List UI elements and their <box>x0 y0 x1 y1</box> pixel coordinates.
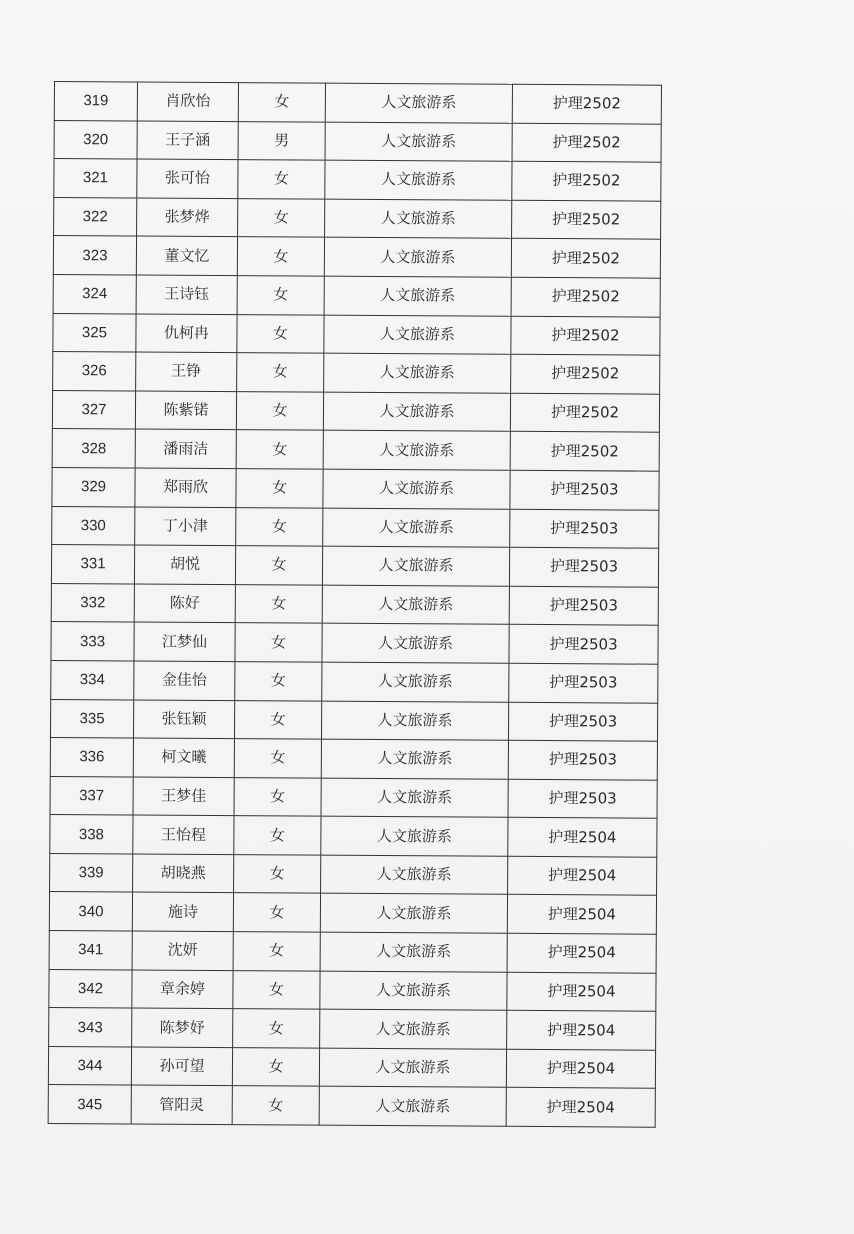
row-number-cell: 334 <box>51 660 134 699</box>
table-row <box>51 622 658 664</box>
department-cell: 人文旅游系 <box>325 160 512 200</box>
table-row <box>52 429 659 471</box>
student-name-cell: 张可怡 <box>137 159 238 198</box>
gender-cell: 女 <box>233 970 320 1009</box>
department-cell: 人文旅游系 <box>320 971 507 1011</box>
row-number-cell: 344 <box>48 1046 131 1085</box>
department-cell: 人文旅游系 <box>323 430 510 470</box>
gender-cell: 女 <box>238 83 325 122</box>
gender-cell: 女 <box>235 623 322 662</box>
class-cell: 护理2504 <box>506 1049 655 1089</box>
class-cell: 护理2502 <box>512 84 661 124</box>
row-number-cell: 320 <box>54 120 137 159</box>
table-row <box>54 120 661 162</box>
gender-cell: 女 <box>236 430 323 469</box>
student-roster-table <box>48 81 662 1128</box>
table-row <box>50 738 657 780</box>
student-name-cell: 章余婷 <box>132 970 233 1009</box>
department-cell: 人文旅游系 <box>325 199 512 239</box>
department-cell: 人文旅游系 <box>324 315 511 355</box>
row-number-cell: 319 <box>54 82 137 121</box>
row-number-cell: 323 <box>53 236 136 275</box>
row-number-cell: 340 <box>49 892 132 931</box>
table-row <box>54 82 661 124</box>
student-name-cell: 王诗钰 <box>136 275 237 314</box>
row-number-cell: 345 <box>48 1085 131 1124</box>
class-cell: 护理2503 <box>508 740 657 780</box>
department-cell: 人文旅游系 <box>323 469 510 509</box>
department-cell: 人文旅游系 <box>324 238 511 278</box>
table-row <box>54 197 661 239</box>
gender-cell: 女 <box>238 198 325 237</box>
row-number-cell: 324 <box>53 274 136 313</box>
department-cell: 人文旅游系 <box>325 83 512 123</box>
class-cell: 护理2503 <box>508 779 657 819</box>
student-name-cell: 董文忆 <box>136 236 237 275</box>
student-name-cell: 陈紫锘 <box>135 391 236 430</box>
gender-cell: 女 <box>236 469 323 508</box>
row-number-cell: 341 <box>49 931 132 970</box>
row-number-cell: 338 <box>50 815 133 854</box>
class-cell: 护理2503 <box>508 702 657 742</box>
gender-cell: 女 <box>235 662 322 701</box>
table-row <box>50 776 657 818</box>
department-cell: 人文旅游系 <box>321 701 508 741</box>
table-row <box>52 390 659 432</box>
department-cell: 人文旅游系 <box>321 778 508 818</box>
gender-cell: 女 <box>234 700 321 739</box>
row-number-cell: 332 <box>51 583 134 622</box>
class-cell: 护理2504 <box>507 972 656 1012</box>
row-number-cell: 328 <box>52 429 135 468</box>
gender-cell: 男 <box>238 121 325 160</box>
student-name-cell: 沈妍 <box>132 931 233 970</box>
gender-cell: 女 <box>234 777 321 816</box>
department-cell: 人文旅游系 <box>323 508 510 548</box>
department-cell: 人文旅游系 <box>325 122 512 162</box>
gender-cell: 女 <box>238 160 325 199</box>
gender-cell: 女 <box>237 314 324 353</box>
class-cell: 护理2502 <box>511 239 660 279</box>
gender-cell: 女 <box>237 276 324 315</box>
row-number-cell: 325 <box>53 313 136 352</box>
row-number-cell: 343 <box>49 1008 132 1047</box>
row-number-cell: 331 <box>51 545 134 584</box>
department-cell: 人文旅游系 <box>322 546 509 586</box>
department-cell: 人文旅游系 <box>320 932 507 972</box>
table-row <box>49 892 656 934</box>
class-cell: 护理2502 <box>510 432 659 472</box>
class-cell: 护理2502 <box>512 161 661 201</box>
table-row <box>53 313 660 355</box>
gender-cell: 女 <box>236 507 323 546</box>
gender-cell: 女 <box>232 1086 319 1125</box>
student-name-cell: 管阳灵 <box>131 1085 232 1124</box>
gender-cell: 女 <box>234 816 321 855</box>
department-cell: 人文旅游系 <box>322 585 509 625</box>
student-name-cell: 王梦佳 <box>133 777 234 816</box>
department-cell: 人文旅游系 <box>321 739 508 779</box>
gender-cell: 女 <box>233 1009 320 1048</box>
row-number-cell: 326 <box>53 352 136 391</box>
gender-cell: 女 <box>233 893 320 932</box>
row-number-cell: 335 <box>50 699 133 738</box>
department-cell: 人文旅游系 <box>322 662 509 702</box>
department-cell: 人文旅游系 <box>320 894 507 934</box>
class-cell: 护理2503 <box>509 625 658 665</box>
class-cell: 护理2503 <box>509 586 658 626</box>
gender-cell: 女 <box>233 932 320 971</box>
student-name-cell: 胡悦 <box>134 545 235 584</box>
class-cell: 护理2504 <box>507 895 656 935</box>
table-row <box>52 506 659 548</box>
department-cell: 人文旅游系 <box>323 392 510 432</box>
class-cell: 护理2504 <box>508 818 657 858</box>
student-name-cell: 金佳怡 <box>134 661 235 700</box>
roster-table-body <box>48 82 661 1128</box>
row-number-cell: 322 <box>54 197 137 236</box>
red-stamp-fragment <box>838 512 852 692</box>
gender-cell: 女 <box>234 739 321 778</box>
table-row <box>53 352 660 394</box>
table-row <box>50 853 657 895</box>
table-row <box>54 159 661 201</box>
student-name-cell: 王铮 <box>136 352 237 391</box>
department-cell: 人文旅游系 <box>321 816 508 856</box>
student-name-cell: 施诗 <box>132 892 233 931</box>
table-row <box>53 274 660 316</box>
student-name-cell: 张钰颖 <box>133 699 234 738</box>
class-cell: 护理2503 <box>510 470 659 510</box>
row-number-cell: 339 <box>50 853 133 892</box>
department-cell: 人文旅游系 <box>324 353 511 393</box>
class-cell: 护理2504 <box>508 856 657 896</box>
department-cell: 人文旅游系 <box>322 623 509 663</box>
class-cell: 护理2502 <box>512 200 661 240</box>
student-name-cell: 柯文曦 <box>133 738 234 777</box>
department-cell: 人文旅游系 <box>320 1009 507 1049</box>
table-row <box>50 815 657 857</box>
student-name-cell: 王怡程 <box>133 815 234 854</box>
class-cell: 护理2503 <box>510 509 659 549</box>
student-name-cell: 仇柯冉 <box>136 314 237 353</box>
class-cell: 护理2504 <box>507 1011 656 1051</box>
class-cell: 护理2504 <box>507 933 656 973</box>
table-row <box>49 969 656 1011</box>
class-cell: 护理2502 <box>510 393 659 433</box>
student-name-cell: 郑雨欣 <box>135 468 236 507</box>
class-cell: 护理2503 <box>509 663 658 703</box>
row-number-cell: 330 <box>52 506 135 545</box>
table-row <box>51 660 658 702</box>
table-row <box>49 931 656 973</box>
table-row <box>48 1085 655 1127</box>
class-cell: 护理2502 <box>511 316 660 356</box>
row-number-cell: 337 <box>50 776 133 815</box>
gender-cell: 女 <box>235 584 322 623</box>
department-cell: 人文旅游系 <box>324 276 511 316</box>
table-row <box>49 1008 656 1050</box>
row-number-cell: 329 <box>52 467 135 506</box>
department-cell: 人文旅游系 <box>319 1048 506 1088</box>
student-name-cell: 胡晓燕 <box>133 854 234 893</box>
row-number-cell: 342 <box>49 969 132 1008</box>
student-name-cell: 潘雨洁 <box>135 429 236 468</box>
row-number-cell: 327 <box>52 390 135 429</box>
department-cell: 人文旅游系 <box>319 1087 506 1127</box>
gender-cell: 女 <box>234 854 321 893</box>
student-name-cell: 张梦烨 <box>137 198 238 237</box>
row-number-cell: 321 <box>54 159 137 198</box>
gender-cell: 女 <box>232 1047 319 1086</box>
gender-cell: 女 <box>237 237 324 276</box>
row-number-cell: 336 <box>50 738 133 777</box>
table-row <box>51 545 658 587</box>
table-row <box>48 1046 655 1088</box>
class-cell: 护理2502 <box>512 123 661 163</box>
table-row <box>52 467 659 509</box>
student-name-cell: 陈好 <box>134 584 235 623</box>
student-name-cell: 江梦仙 <box>134 622 235 661</box>
student-name-cell: 孙可望 <box>131 1047 232 1086</box>
student-name-cell: 肖欣怡 <box>137 82 238 121</box>
table-row <box>50 699 657 741</box>
gender-cell: 女 <box>236 391 323 430</box>
department-cell: 人文旅游系 <box>321 855 508 895</box>
table-row <box>53 236 660 278</box>
table-row <box>51 583 658 625</box>
row-number-cell: 333 <box>51 622 134 661</box>
class-cell: 护理2502 <box>511 354 660 394</box>
class-cell: 护理2504 <box>506 1088 655 1128</box>
class-cell: 护理2502 <box>511 277 660 317</box>
class-cell: 护理2503 <box>509 547 658 587</box>
student-name-cell: 王子涵 <box>137 121 238 160</box>
gender-cell: 女 <box>235 546 322 585</box>
gender-cell: 女 <box>237 353 324 392</box>
student-name-cell: 丁小津 <box>135 507 236 546</box>
student-name-cell: 陈梦妤 <box>132 1008 233 1047</box>
